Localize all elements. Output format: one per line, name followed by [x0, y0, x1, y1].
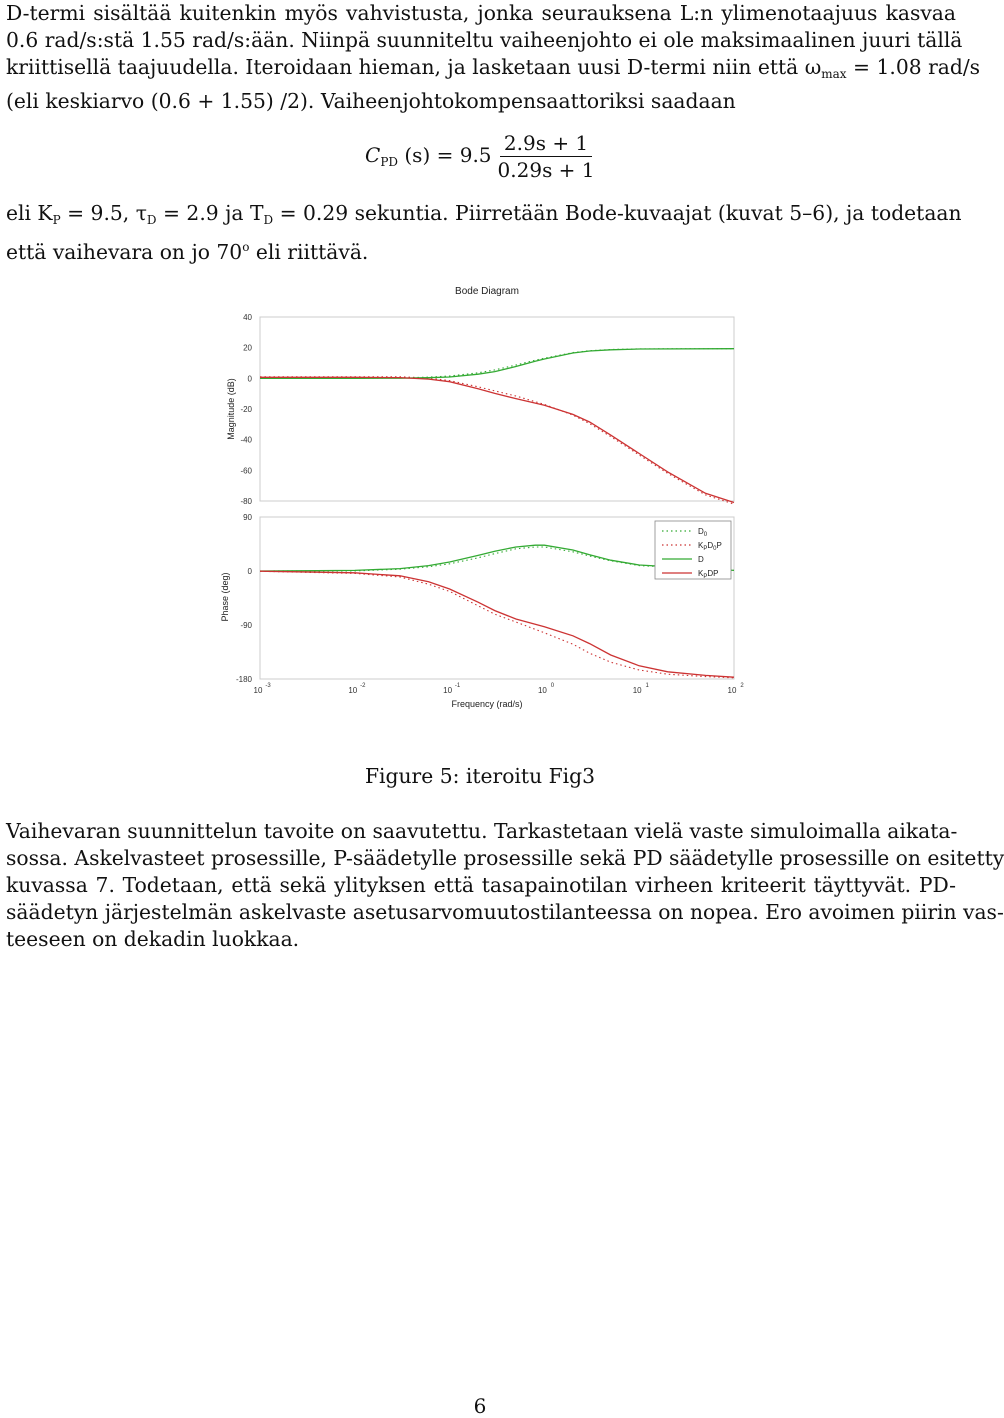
page-number: 6: [473, 1394, 487, 1418]
legend: [655, 521, 731, 580]
magnitude-line-series-3: [260, 377, 734, 502]
frequency-tick-exponent: 1: [645, 683, 649, 689]
paragraph-parameters: [6, 200, 962, 266]
frequency-tick-label: 10: [348, 686, 358, 695]
text-line: että vaihevara on jo 70$^o$ eli riittävä.: [6, 240, 369, 264]
text-line: säädetyn järjestelmän askelvaste asetusarvomuutostilanteessa on nopea. Ero avoimen piirin vas-: [6, 900, 1004, 924]
paragraph-conclusion: [6, 818, 1004, 953]
text-line: [6, 54, 981, 88]
legend-entry-label: $K_PD_0P$: [698, 541, 722, 552]
text-line: teeseen on dekadin luokkaa.: [6, 927, 300, 951]
bode-diagram: [210, 275, 750, 715]
phase-line-series-3: [260, 571, 734, 677]
magnitude-axis-label: Magnitude (dB): [226, 378, 236, 440]
equation-denominator: 0.29s + 1: [497, 157, 595, 182]
legend-entry-label: $K_PDP$: [698, 569, 719, 580]
frequency-tick-label: 10: [632, 686, 642, 695]
equation-cpd: [365, 128, 599, 184]
text-line: 0.6 rad/s:stä 1.55 rad/s:ään. Niinpä suunniteltu vaiheenjohto ei ole maksimaalinen juuri tällä: [6, 28, 963, 52]
magnitude-tick-label: 20: [243, 343, 252, 353]
text-line: eli $K_P = 9.5$, $\tau_D = 2.9$ ja $T_D = 0.29$ sekuntia. Piirretään Bode-kuvaajat (kuvat 5–6), ja todetaan: [6, 201, 962, 227]
text-segment: = 1.08 rad/s: [846, 55, 981, 79]
magnitude-y-ticks: [240, 313, 252, 506]
phase-tick-label: -90: [240, 621, 252, 630]
equation-fraction: [494, 130, 599, 183]
frequency-tick-label: 10: [537, 686, 547, 695]
magnitude-tick-label: -40: [240, 435, 252, 445]
legend-entry-label: D: [698, 555, 704, 564]
magnitude-tick-label: -20: [240, 405, 252, 414]
equation-numerator: 2.9s + 1: [500, 130, 592, 157]
text-line: Vaihevaran suunnittelun tavoite on saavutettu. Tarkastetaan vielä vaste simuloimalla aikata-: [6, 819, 958, 843]
text-segment: kriittisellä taajuudella. Iteroidaan hieman, ja lasketaan uusi D-termi niin että ω: [6, 55, 822, 79]
phase-axis-label: Phase (deg): [220, 572, 230, 622]
chart-title: Bode Diagram: [455, 286, 519, 297]
frequency-tick-exponent: -3: [265, 683, 271, 689]
frequency-tick-label: 10: [253, 686, 263, 695]
phase-tick-label: 0: [247, 567, 252, 576]
text-line: D-termi sisältää kuitenkin myös vahvistusta, jonka seurauksena L:n ylimenotaajuus kasvaa: [6, 1, 956, 25]
magnitude-tick-label: -80: [240, 497, 252, 506]
magnitude-tick-label: 0: [247, 374, 252, 384]
text-line: sossa. Askelvasteet prosessille, P-säädetylle prosessille sekä PD säädetylle prosessille on esitetty: [6, 846, 1004, 870]
paragraph-intro: [6, 0, 981, 115]
phase-tick-label: -180: [235, 675, 252, 684]
legend-entry-label: $D_0$: [698, 527, 708, 538]
magnitude-line-series-2: [260, 349, 734, 379]
magnitude-plot-area: [260, 317, 734, 501]
magnitude-series: [260, 349, 734, 504]
magnitude-line-series-0: [260, 349, 734, 379]
phase-tick-label: 90: [243, 513, 252, 522]
figure-caption: Figure 5: iteroitu Fig3: [364, 764, 596, 788]
frequency-tick-exponent: 2: [740, 683, 744, 689]
phase-line-series-1: [260, 571, 734, 678]
frequency-tick-exponent: -2: [360, 683, 366, 689]
frequency-tick-label: 10: [443, 686, 453, 695]
equation-lhs: $C_{PD}$ (s) = 9.5: [365, 143, 492, 169]
frequency-tick-exponent: -1: [454, 683, 461, 689]
phase-y-ticks: [236, 513, 253, 684]
magnitude-tick-label: 40: [243, 313, 252, 322]
frequency-x-ticks: [254, 683, 745, 695]
frequency-tick-exponent: 0: [550, 683, 555, 689]
text-line: kuvassa 7. Todetaan, että sekä ylityksen että tasapainotilan virheen kriteerit täyttyvät. PD-: [6, 873, 956, 897]
magnitude-line-series-1: [260, 377, 734, 504]
x-axis-label: Frequency (rad/s): [451, 699, 523, 709]
omega-subscript: max: [821, 67, 847, 81]
text-line: (eli keskiarvo (0.6 + 1.55) /2). Vaiheenjohtokompensaattoriksi saadaan: [6, 89, 736, 113]
magnitude-tick-label: -60: [240, 466, 252, 476]
frequency-tick-label: 10: [727, 686, 737, 695]
